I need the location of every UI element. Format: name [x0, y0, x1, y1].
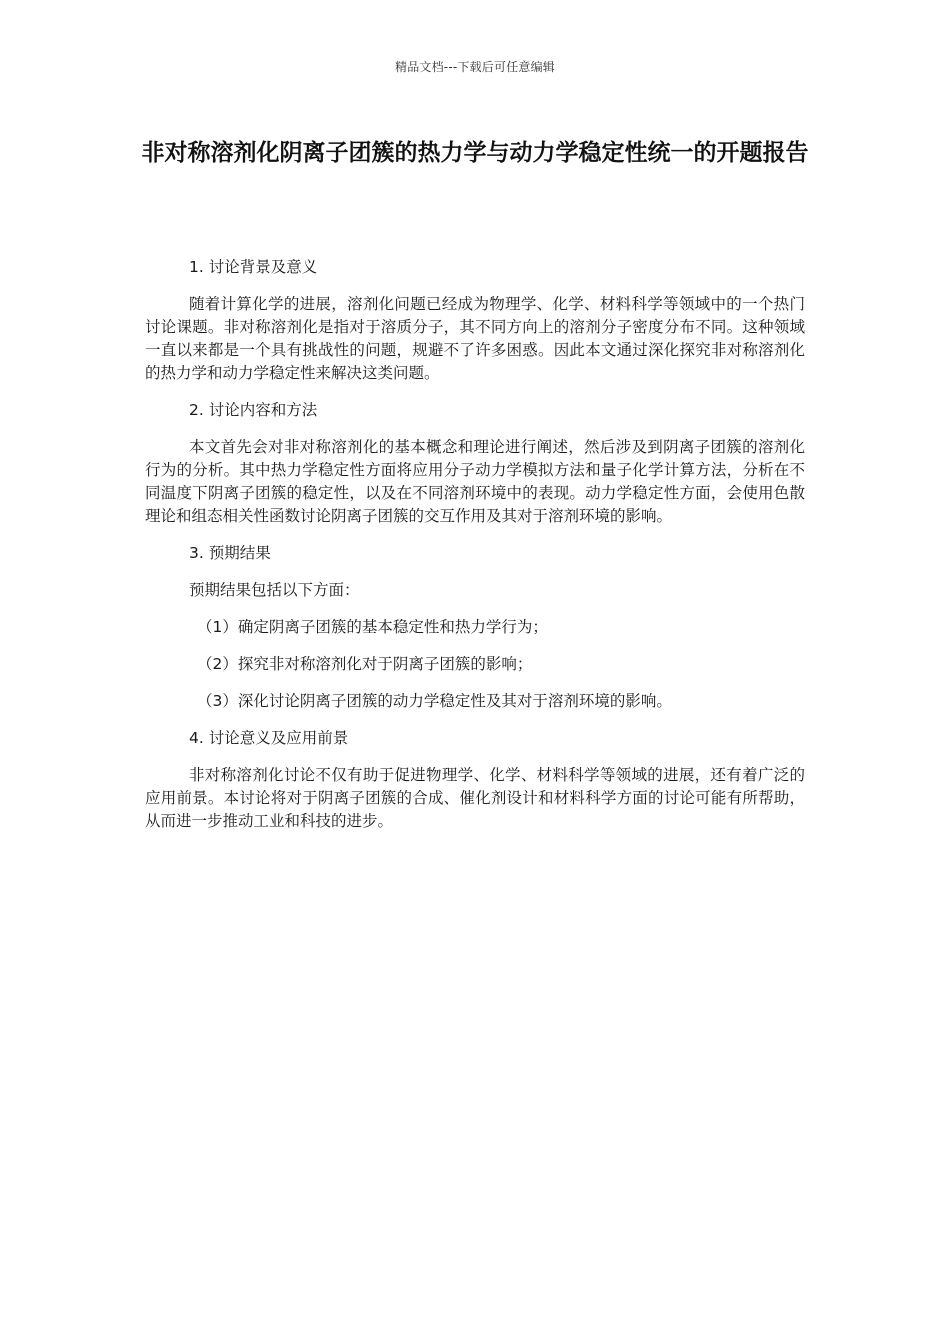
header-note: 精品文档---下载后可任意编辑: [395, 60, 555, 74]
list-item: （2）探究非对称溶剂化对于阴离子团簇的影响；: [197, 655, 533, 673]
section-paragraph: 本文首先会对非对称溶剂化的基本概念和理论进行阐述，然后涉及到阴离子团簇的溶剂化行为的分析。其中热力学稳定性方面将应用分子动力学模拟方法和量子化学计算方法，分析在不同温度下阴离子团簇的稳定性，以及在不同溶剂环境中的表现。动力学稳定性方面，会使用色散理论和组态相关性函数讨论阴离子团簇的交互作用及其对于溶剂环境的影响。: [145, 438, 805, 525]
section-paragraph: 非对称溶剂化讨论不仅有助于促进物理学、化学、材料科学等领域的进展，还有着广泛的应用前景。本讨论将对于阴离子团簇的合成、催化剂设计和材料科学方面的讨论可能有所帮助，从而进一步推动工业和科技的进步。: [145, 766, 805, 830]
section-paragraph: 随着计算化学的进展，溶剂化问题已经成为物理学、化学、材料科学等领域中的一个热门讨论课题。非对称溶剂化是指对于溶质分子，其不同方向上的溶剂分子密度分布不同。这种领域一直以来都是一个具有挑战性的问题，规避不了许多困惑。因此本文通过深化探究非对称溶剂化的热力学和动力学稳定性来解决这类问题。: [145, 295, 805, 382]
section-heading: 2. 讨论内容和方法: [189, 401, 318, 419]
document-body: [145, 256, 805, 847]
list-item: （3）深化讨论阴离子团簇的动力学稳定性及其对于溶剂环境的影响。: [197, 692, 672, 710]
section-heading: 4. 讨论意义及应用前景: [189, 729, 349, 747]
section-heading: 1. 讨论背景及意义: [189, 258, 318, 276]
section-heading: 3. 预期结果: [189, 544, 271, 562]
list-intro: 预期结果包括以下方面：: [189, 581, 360, 599]
document-title: 非对称溶剂化阴离子团簇的热力学与动力学稳定性统一的开题报告: [141, 140, 809, 166]
list-item: （1）确定阴离子团簇的基本稳定性和热力学行为；: [197, 618, 548, 636]
